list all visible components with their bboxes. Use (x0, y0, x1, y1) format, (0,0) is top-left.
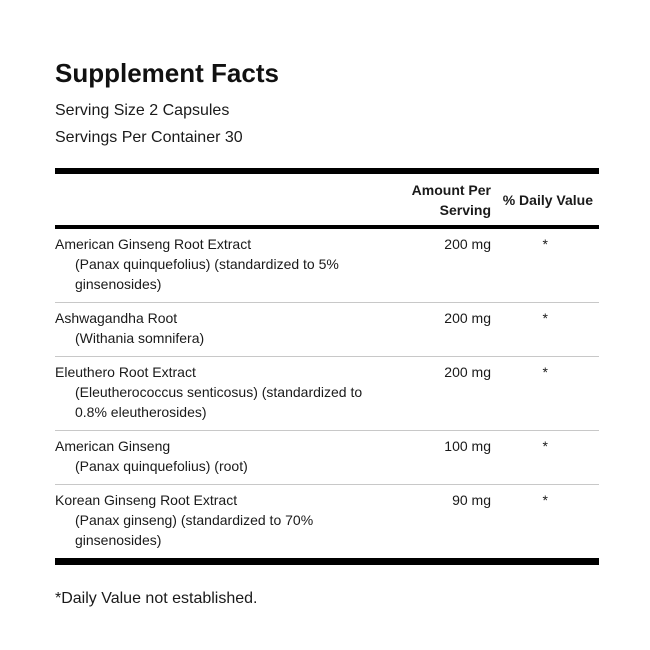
ingredient-description: (Panax quinquefolius) (standardized to 5% ginsenosides) (75, 256, 339, 292)
ingredient-description: (Panax quinquefolius) (root) (75, 458, 248, 474)
ingredient-row (55, 431, 599, 485)
ingredient-description: (Panax ginseng) (standardized to 70% ginsenosides) (75, 512, 314, 548)
ingredient-amount: 90 mg (452, 492, 491, 508)
ingredient-daily-value: * (542, 438, 548, 454)
ingredient-description: (Withania somnifera) (75, 330, 205, 346)
ingredient-daily-value: * (542, 364, 548, 380)
column-header-row (55, 174, 599, 225)
ingredient-name: American Ginseng Root Extract (55, 236, 252, 252)
ingredient-row (55, 229, 599, 303)
ingredient-amount: 200 mg (444, 236, 491, 252)
ingredient-name: Eleuthero Root Extract (55, 364, 196, 380)
servings-per-container: Servings Per Container 30 (55, 129, 243, 146)
ingredient-description: (Eleutherococcus senticosus) (standardized to 0.8% eleutherosides) (75, 384, 363, 420)
panel-title: Supplement Facts (55, 58, 279, 88)
ingredient-amount: 100 mg (444, 438, 491, 454)
ingredient-name: American Ginseng (55, 438, 171, 454)
bottom-divider (55, 558, 599, 565)
ingredient-name: Ashwagandha Root (55, 310, 178, 326)
ingredient-daily-value: * (542, 492, 548, 508)
supplement-facts-panel (55, 56, 599, 609)
ingredient-row (55, 303, 599, 357)
ingredient-list (55, 229, 599, 558)
ingredient-amount: 200 mg (444, 364, 491, 380)
ingredient-daily-value: * (542, 236, 548, 252)
amount-per-serving-header (412, 180, 491, 220)
amount-header-line1: Amount Per (411, 182, 491, 198)
amount-header-line2: Serving (439, 202, 491, 218)
ingredient-name: Korean Ginseng Root Extract (55, 492, 238, 508)
ingredient-row (55, 485, 599, 558)
daily-value-header: % Daily Value (502, 192, 593, 208)
serving-size: Serving Size 2 Capsules (55, 102, 230, 119)
serving-info (55, 97, 599, 151)
ingredient-row (55, 357, 599, 431)
footnote: *Daily Value not established. (55, 590, 258, 607)
ingredient-amount: 200 mg (444, 310, 491, 326)
ingredient-daily-value: * (542, 310, 548, 326)
